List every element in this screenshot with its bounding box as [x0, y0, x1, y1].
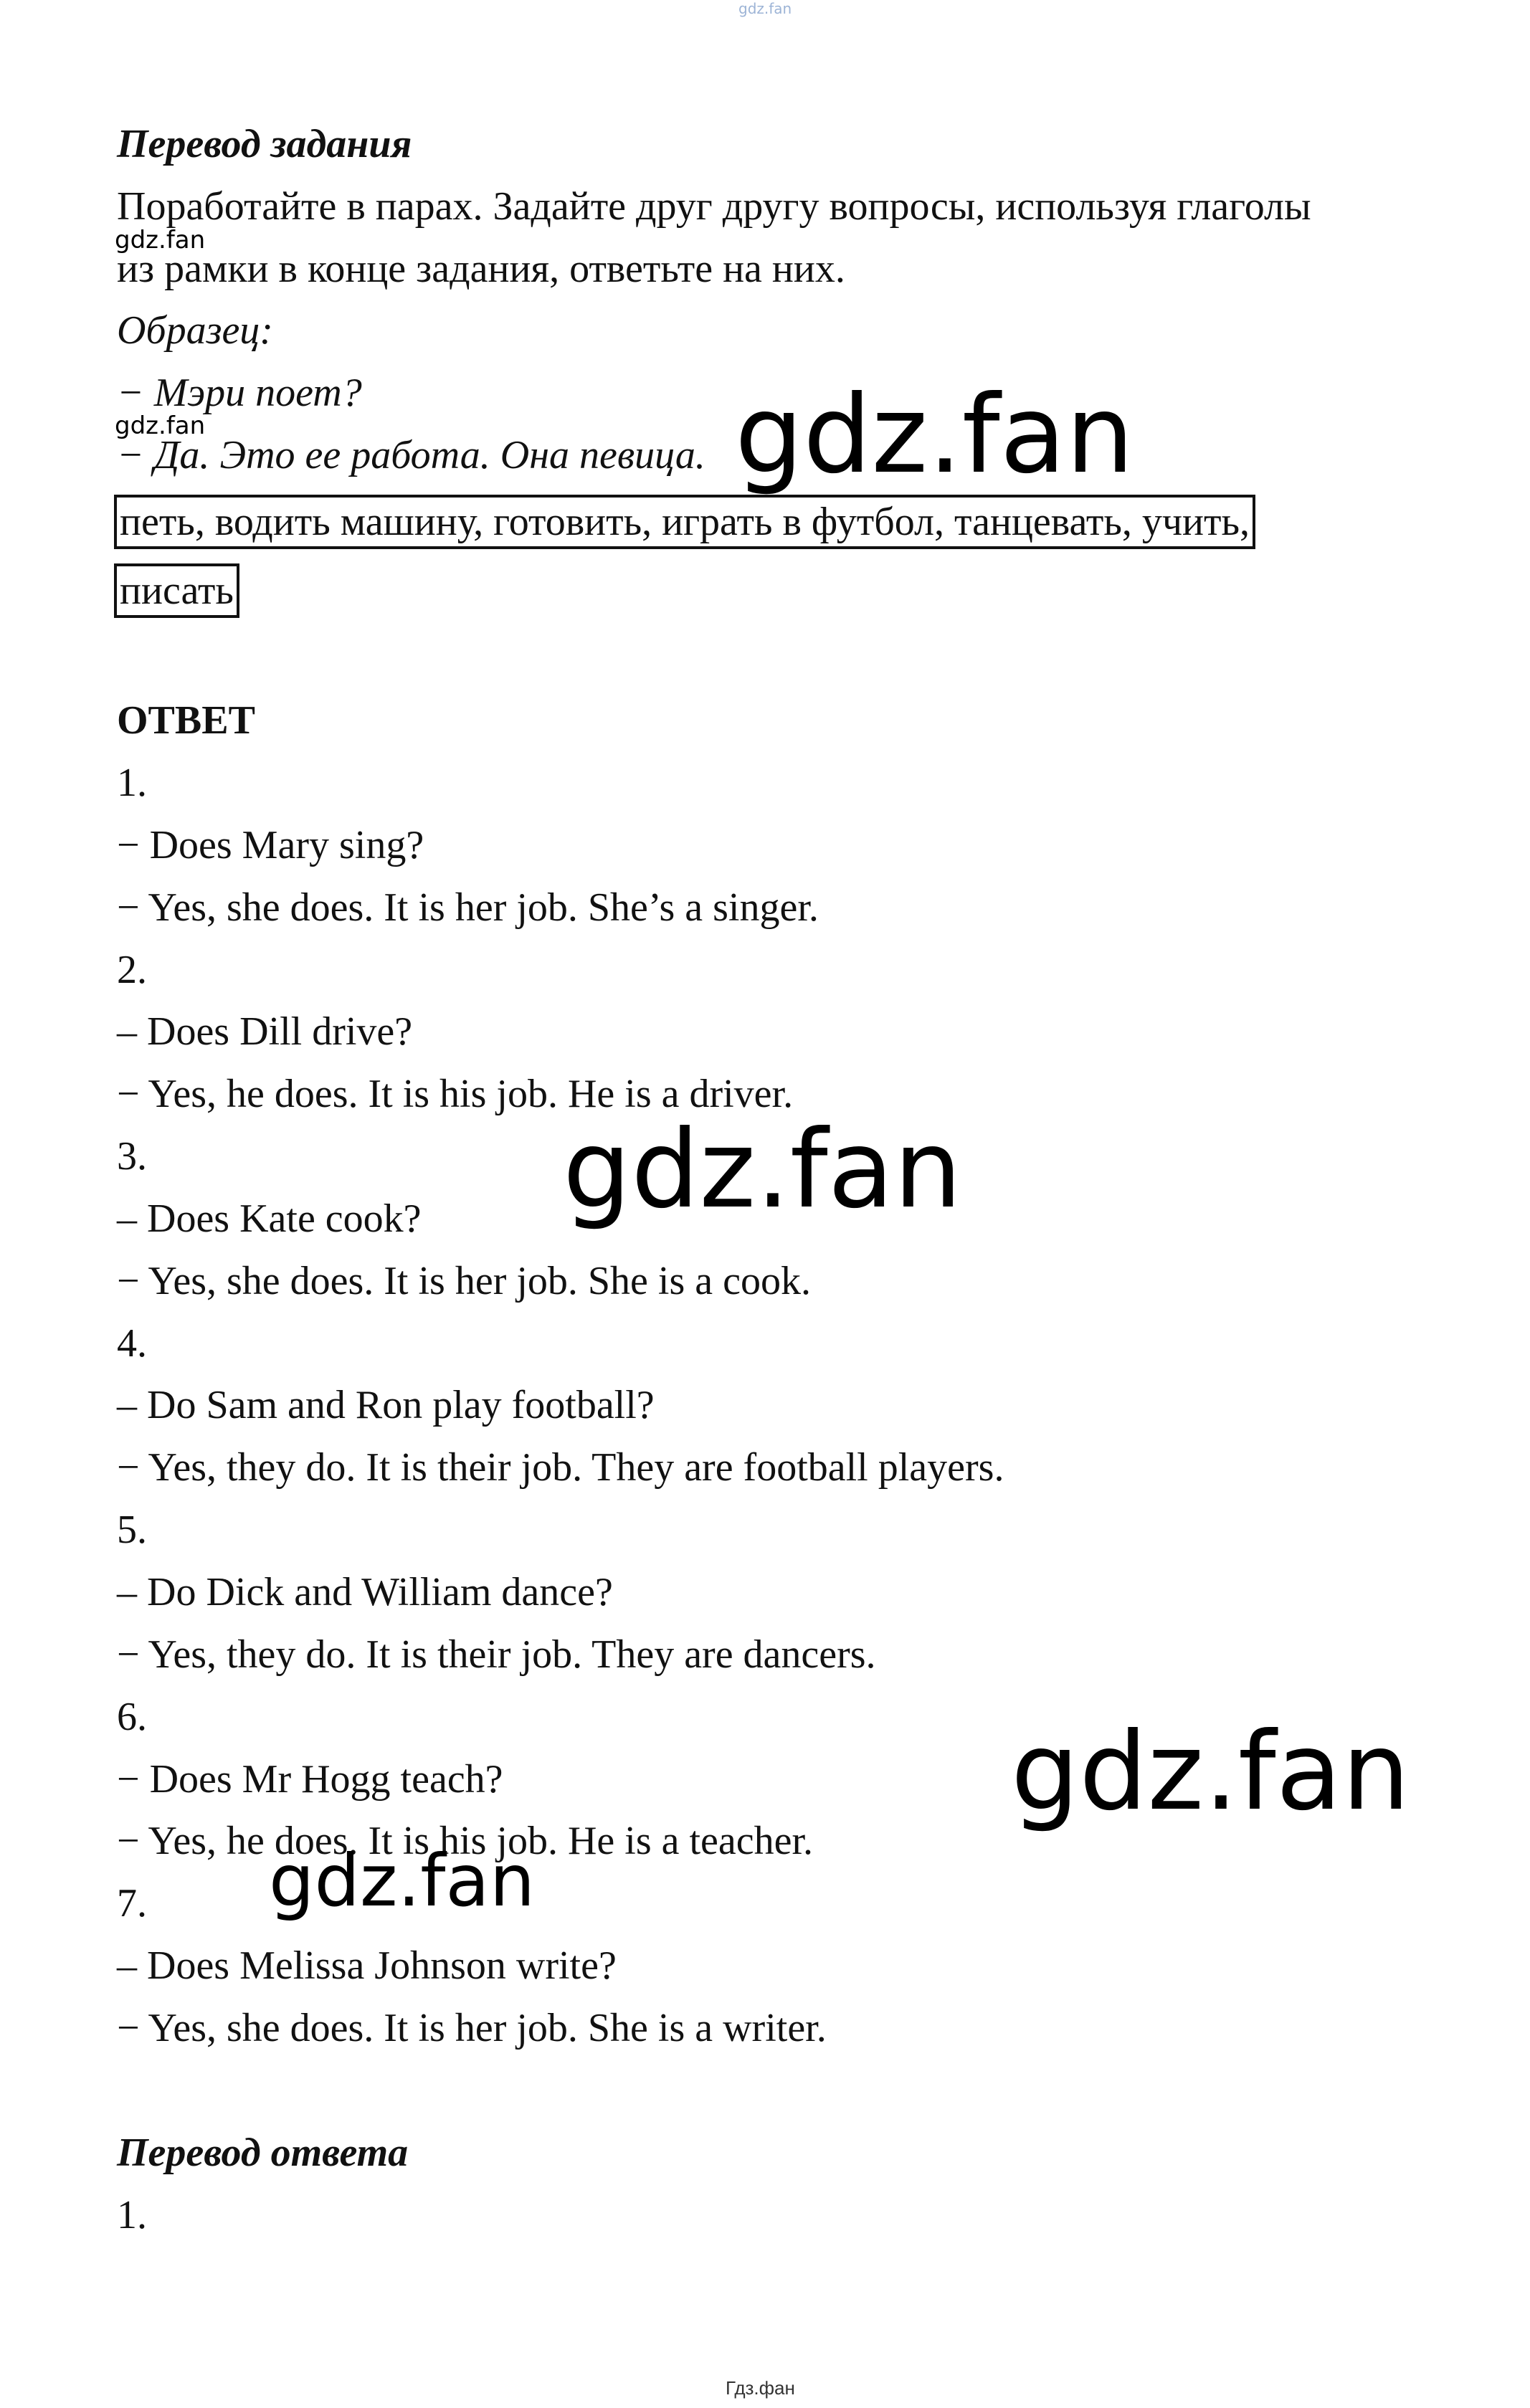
verbs-box-text: писать	[114, 563, 239, 618]
task-text-line-1: Поработайте в парах. Задайте друг другу вопросы, используя глаголы	[117, 184, 1311, 229]
answer-reply: − Yes, he does. It is his job. He is a teacher.	[117, 1819, 814, 1863]
answer-number: 4.	[117, 1321, 147, 1366]
translation-number: 1.	[117, 2193, 147, 2237]
answer-number: 5.	[117, 1508, 147, 1552]
answer-heading: ОТВЕТ	[117, 698, 255, 743]
answer-reply: − Yes, he does. It is his job. He is a driver.	[117, 1072, 794, 1116]
sample-question: − Мэри поет?	[117, 371, 362, 415]
watermark-large: gdz.fan	[735, 373, 1134, 498]
answer-question: – Do Dick and William dance?	[117, 1570, 613, 1614]
answer-question: – Does Dill drive?	[117, 1009, 413, 1054]
footer-site-name: Гдз.фан	[726, 2377, 795, 2399]
answer-question: – Does Melissa Johnson write?	[117, 1943, 617, 1988]
verbs-box-line-1	[114, 495, 1255, 549]
sample-label: Образец:	[117, 308, 273, 353]
watermark-top: gdz.fan	[738, 0, 792, 17]
answer-number: 1.	[117, 761, 147, 805]
watermark-small: gdz.fan	[115, 411, 206, 440]
watermark-small: gdz.fan	[115, 226, 206, 254]
answer-question: − Does Mary sing?	[117, 823, 424, 867]
translation-heading: Перевод ответа	[117, 2131, 409, 2175]
answer-reply: − Yes, she does. It is her job. She is a writer.	[117, 2006, 827, 2050]
answer-question: − Does Mr Hogg teach?	[117, 1757, 503, 1802]
verbs-box-line-2	[114, 563, 239, 618]
answer-question: – Do Sam and Ron play football?	[117, 1383, 655, 1427]
answer-question: – Does Kate cook?	[117, 1196, 422, 1241]
task-text-line-2: из рамки в конце задания, ответьте на них.	[117, 247, 845, 291]
watermark-large: gdz.fan	[563, 1108, 962, 1232]
answer-reply: − Yes, they do. It is their job. They are dancers.	[117, 1632, 876, 1677]
answer-reply: − Yes, she does. It is her job. She’s a singer.	[117, 885, 819, 930]
watermark-large: gdz.fan	[1011, 1710, 1410, 1834]
answer-number: 7.	[117, 1881, 147, 1926]
answer-number: 2.	[117, 948, 147, 992]
answer-number: 6.	[117, 1695, 147, 1739]
answer-reply: − Yes, they do. It is their job. They are football players.	[117, 1445, 1004, 1490]
answer-reply: − Yes, she does. It is her job. She is a cook.	[117, 1259, 811, 1303]
task-heading: Перевод задания	[117, 122, 412, 166]
verbs-box-text: петь, водить машину, готовить, играть в футбол, танцевать, учить,	[114, 495, 1255, 549]
answer-number: 3.	[117, 1134, 147, 1179]
watermark-large: gdz.fan	[269, 1839, 536, 1923]
sample-answer: − Да. Это ее работа. Она певица.	[117, 433, 705, 477]
